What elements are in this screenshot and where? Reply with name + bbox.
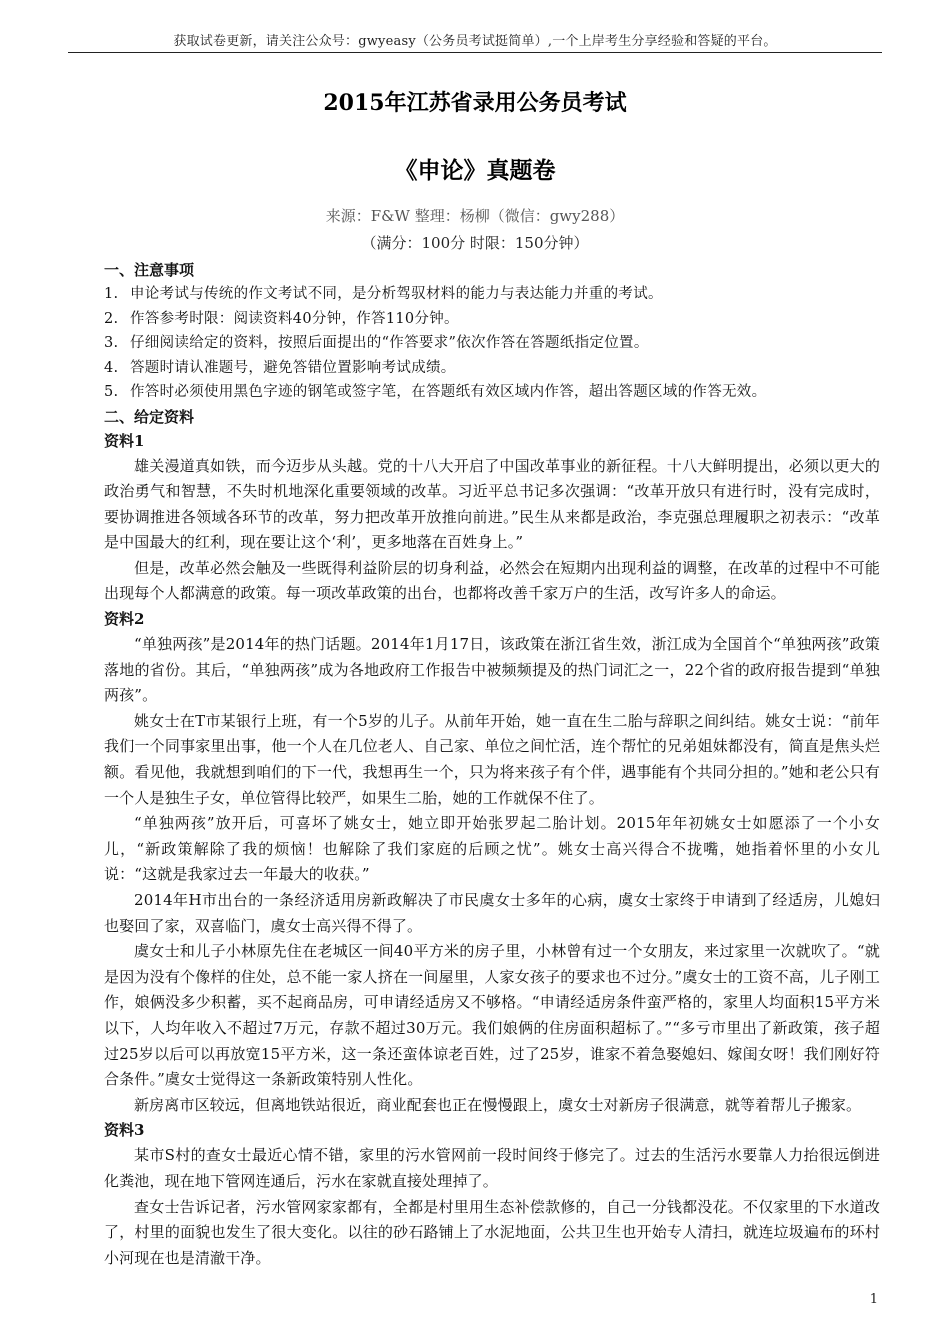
material-paragraph: “单独两孩”放开后，可喜坏了姚女士，她立即开始张罗起二胎计划。2015年年初姚女士如愿添了一个小女儿，“新政策解除了我的烦恼！也解除了我们家庭的后顾之忧”。姚女士高兴得合不拢嘴，她指着怀里的小女儿说：“这就是我家过去一年最大的收获。” (104, 814, 880, 884)
exam-title: 2015年江苏省录用公务员考试 (323, 90, 627, 116)
note-item (104, 380, 880, 405)
material-paragraph: 雄关漫道真如铁，而今迈步从头越。党的十八大开启了中国改革事业的新征程。十八大鲜明提出，必须以更大的政治勇气和智慧，不失时机地深化重要领域的改革。习近平总书记多次强调：“改革开放只有进行时，没有完成时，要协调推进各领域各环节的改革，努力把改革开放推向前进。”民生从来都是政治，李克强总理履职之初表示：“改革是中国最大的红利，现在要让这个‘利’，更多地落在百姓身上。” (104, 456, 880, 552)
page-header-notice: 获取试卷更新，请关注公众号：gwyeasy（公务员考试挺简单）,一个上岸考生分享经验和答疑的平台。 (173, 34, 777, 49)
exam-subtitle: 《申论》真题卷 (394, 157, 556, 184)
material-paragraph: 某市S村的查女士最近心情不错，家里的污水管网前一段时间终于修完了。过去的生活污水要靠人力抬很远倒进化粪池，现在地下管网连通后，污水在家就直接处理掉了。 (104, 1146, 880, 1190)
note-item (104, 331, 880, 356)
note-text: 作答时必须使用黑色字迹的钢笔或签字笔，在答题纸有效区域内作答，超出答题区域的作答无效。 (130, 384, 767, 400)
material-paragraph: 姚女士在T市某银行上班，有一个5岁的儿子。从前年开始，她一直在生二胎与辞职之间纠结。姚女士说：“前年我们一个同事家里出事，他一个人在几位老人、自己家、单位之间忙活，连个帮忙的兄弟姐妹都没有，简直是焦头烂额。看见他，我就想到咱们的下一代，我想再生一个，只为将来孩子有个伴，遇事能有个共同分担的。”她和老公只有一个人是独生子女，单位管得比较严，如果生二胎，她的工作就保不住了。 (104, 711, 880, 807)
page-number: 1 (869, 1292, 878, 1307)
source-line: 来源：F&W 整理：杨柳（微信：gwy288） (325, 207, 625, 225)
material-1-heading: 资料1 (104, 431, 145, 450)
material-paragraph: 但是，改革必然会触及一些既得利益阶层的切身利益，必然会在短期内出现利益的调整，在改革的过程中不可能出现每个人都满意的政策。每一项改革政策的出台，也都将改善千家万户的生活，改写许多人的命运。 (104, 558, 880, 603)
note-number: 5. (104, 384, 119, 400)
note-text: 答题时请认准题号，避免答错位置影响考试成绩。 (130, 359, 456, 376)
header-divider (68, 52, 882, 53)
note-item (104, 356, 880, 381)
material-paragraph: 查女士告诉记者，污水管网家家都有，全都是村里用生态补偿款修的，自己一分钱都没花。不仅家里的下水道改了，村里的面貌也发生了很大变化。以往的砂石路铺上了水泥地面，公共卫生也开始专人清扫，就连垃圾遍布的环村小河现在也是清澈干净。 (104, 1197, 880, 1267)
note-text: 申论考试与传统的作文考试不同，是分析驾驭材料的能力与表达能力并重的考试。 (130, 286, 663, 302)
note-number: 1. (104, 286, 119, 302)
material-3-heading: 资料3 (104, 1121, 145, 1140)
note-text: 作答参考时限：阅读资料40分钟，作答110分钟。 (130, 310, 459, 327)
note-item (104, 282, 880, 307)
section-notes-heading: 一、注意事项 (104, 261, 195, 279)
note-text: 仔细阅读给定的资料，按照后面提出的“作答要求”依次作答在答题纸指定位置。 (130, 335, 649, 351)
material-paragraph: “单独两孩”是2014年的热门话题。2014年1月17日，该政策在浙江省生效，浙江成为全国首个“单独两孩”政策落地的省份。其后，“单独两孩”成为各地政府工作报告中被频频提及的热门词汇之一，22个省的政府报告提到“单独两孩”。 (104, 635, 880, 705)
score-time-limit: （满分：100分 时限：150分钟） (361, 234, 589, 252)
section-materials-heading: 二、给定资料 (104, 407, 195, 426)
note-item (104, 307, 880, 332)
material-paragraph: 2014年H市出台的一条经济适用房新政解决了市民虞女士多年的心病，虞女士家终于申请到了经适房，儿媳妇也娶回了家，双喜临门，虞女士高兴得不得了。 (104, 891, 880, 935)
note-number: 2. (104, 310, 119, 327)
note-number: 3. (104, 335, 119, 351)
material-paragraph: 新房离市区较远，但离地铁站很近，商业配套也正在慢慢跟上，虞女士对新房子很满意，就等着帮儿子搬家。 (134, 1095, 862, 1114)
material-2-heading: 资料2 (104, 610, 145, 629)
material-paragraph: 虞女士和儿子小林原先住在老城区一间40平方米的房子里，小林曾有过一个女朋友，来过家里一次就吹了。“就是因为没有个像样的住处，总不能一家人挤在一间屋里，人家女孩子的要求也不过分。”虞女士的工资不高，儿子刚工作，娘俩没多少积蓄，买不起商品房，可申请经适房又不够格。“申请经适房条件蛮严格的，家里人均面积15平方米以下，人均年收入不超过7万元，存款不超过30万元。我们娘俩的住房面积超标了。”“多亏市里出了新政策，孩子超过25岁以后可以再放宽15平方米，这一条还蛮体谅老百姓，过了25岁，谁家不着急娶媳妇、嫁闺女呀！我们刚好符合条件。”虞女士觉得这一条新政策特别人性化。 (104, 942, 880, 1089)
note-number: 4. (104, 359, 119, 376)
document-body (104, 258, 880, 1271)
